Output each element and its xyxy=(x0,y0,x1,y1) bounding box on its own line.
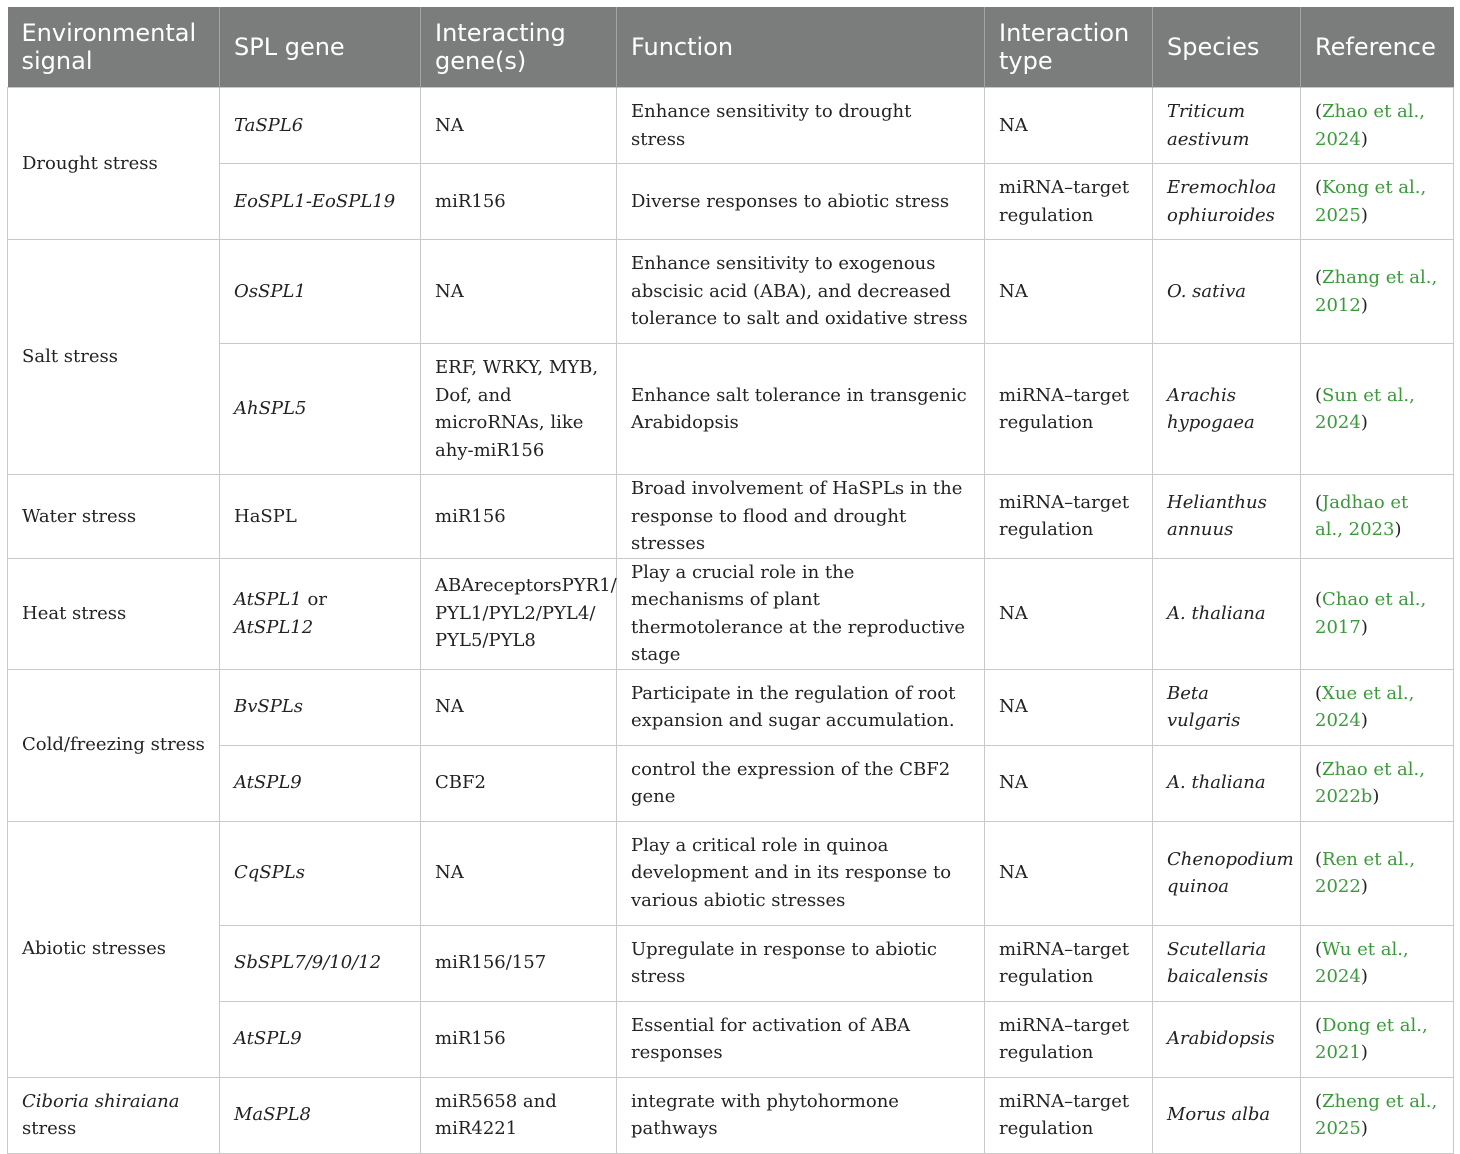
header-environmental-signal: Environmental signal xyxy=(8,7,220,88)
type-cell: NA xyxy=(985,821,1153,925)
spl-gene-cell: HaSPL xyxy=(220,475,421,559)
header-reference: Reference xyxy=(1301,7,1454,88)
species-cell: Morus alba xyxy=(1153,1077,1301,1153)
header-interacting-genes: Interacting gene(s) xyxy=(421,7,617,88)
header-row xyxy=(8,7,1454,88)
header-spl-gene: SPL gene xyxy=(220,7,421,88)
species-cell: Eremochloa ophiuroides xyxy=(1153,164,1301,240)
gene-b: AtSPL12 xyxy=(234,616,314,638)
species-cell: A. thaliana xyxy=(1153,558,1301,669)
type-cell: miRNA–target regulation xyxy=(985,475,1153,559)
env-signal-cell: Heat stress xyxy=(8,558,220,669)
interacting-cell: miR156/157 xyxy=(421,925,617,1001)
paren: ) xyxy=(1360,204,1368,226)
reference-cell xyxy=(1301,1077,1454,1153)
species-cell: Arabidopsis xyxy=(1153,1001,1301,1077)
reference-link[interactable]: Sun et al., 2024 xyxy=(1315,384,1415,433)
env-signal-cell: Salt stress xyxy=(8,240,220,475)
gene-a: AtSPL1 xyxy=(234,589,302,610)
function-cell: Broad involvement of HaSPLs in the response to flood and drought stresses xyxy=(617,475,985,559)
header-interaction-type: Interaction type xyxy=(985,7,1153,88)
reference-link[interactable]: Ren et al., 2022 xyxy=(1315,848,1416,897)
type-cell: miRNA–target regulation xyxy=(985,1077,1153,1153)
paren: ) xyxy=(1360,412,1368,433)
paren: ( xyxy=(1315,848,1323,870)
reference-cell xyxy=(1301,821,1454,925)
spl-gene-cell: MaSPL8 xyxy=(220,1077,421,1153)
function-cell: integrate with phytohormone pathways xyxy=(617,1077,985,1153)
spl-gene-cell xyxy=(220,558,421,669)
table-row xyxy=(8,88,1454,164)
reference-link[interactable]: Zheng et al., 2025 xyxy=(1315,1090,1438,1139)
function-cell: Essential for activation of ABA responses xyxy=(617,1001,985,1077)
paren: ( xyxy=(1315,682,1323,704)
function-cell: Upregulate in response to abiotic stress xyxy=(617,925,985,1001)
spl-gene-cell: TaSPL6 xyxy=(220,88,421,164)
reference-cell xyxy=(1301,1001,1454,1077)
reference-link[interactable]: Zhang et al., 2012 xyxy=(1315,267,1438,316)
spl-gene-cell: CqSPLs xyxy=(220,821,421,925)
paren: ( xyxy=(1315,491,1323,513)
interacting-cell: miR156 xyxy=(421,164,617,240)
gene-or: or xyxy=(307,589,327,610)
reference-cell xyxy=(1301,745,1454,821)
type-cell: NA xyxy=(985,558,1153,669)
table-row xyxy=(8,475,1454,559)
interacting-cell: NA xyxy=(421,88,617,164)
reference-cell xyxy=(1301,164,1454,240)
interacting-cell: NA xyxy=(421,240,617,344)
spl-gene-cell: AtSPL9 xyxy=(220,745,421,821)
species-cell: Triticum aestivum xyxy=(1153,88,1301,164)
function-cell: Play a crucial role in the mechanisms of plant thermotolerance at the reproductive stage xyxy=(617,558,985,669)
paren: ) xyxy=(1372,786,1380,807)
ciboria-stress: stress xyxy=(22,1118,77,1139)
reference-link[interactable]: Kong et al., 2025 xyxy=(1315,177,1427,226)
table-row xyxy=(8,745,1454,821)
reference-cell xyxy=(1301,925,1454,1001)
table-row xyxy=(8,1001,1454,1077)
reference-cell xyxy=(1301,669,1454,745)
species-cell: O. sativa xyxy=(1153,240,1301,344)
spl-gene-cell: BvSPLs xyxy=(220,669,421,745)
env-signal-cell: Drought stress xyxy=(8,88,220,240)
paren: ) xyxy=(1360,1042,1368,1063)
species-cell: Scutellaria baicalensis xyxy=(1153,925,1301,1001)
species-cell: Helianthus annuus xyxy=(1153,475,1301,559)
reference-cell xyxy=(1301,240,1454,344)
function-cell: Participate in the regulation of root expansion and sugar accumulation. xyxy=(617,669,985,745)
interacting-cell: ERF, WRKY, MYB, Dof, and microRNAs, like ahy-miR156 xyxy=(421,344,617,475)
header-function: Function xyxy=(617,7,985,88)
reference-link[interactable]: Jadhao et al., 2023 xyxy=(1315,491,1409,541)
reference-cell xyxy=(1301,475,1454,559)
type-cell: NA xyxy=(985,240,1153,344)
function-cell: Enhance sensitivity to drought stress xyxy=(617,88,985,164)
table-row xyxy=(8,164,1454,240)
function-cell: control the expression of the CBF2 gene xyxy=(617,745,985,821)
table-row xyxy=(8,925,1454,1001)
species-cell: A. thaliana xyxy=(1153,745,1301,821)
table-row xyxy=(8,558,1454,669)
paren: ( xyxy=(1315,589,1323,610)
type-cell: miRNA–target regulation xyxy=(985,164,1153,240)
ciboria-name: Ciboria shiraiana xyxy=(22,1090,180,1112)
paren: ( xyxy=(1315,1090,1323,1112)
paren: ( xyxy=(1315,177,1323,198)
reference-link[interactable]: Dong et al., 2021 xyxy=(1315,1014,1428,1063)
table-row xyxy=(8,669,1454,745)
spl-gene-cell: AtSPL9 xyxy=(220,1001,421,1077)
interacting-cell: NA xyxy=(421,669,617,745)
type-cell: miRNA–target regulation xyxy=(985,925,1153,1001)
reference-link[interactable]: Zhao et al., 2022b xyxy=(1315,758,1425,807)
interacting-cell: CBF2 xyxy=(421,745,617,821)
paren: ) xyxy=(1360,294,1368,316)
reference-cell xyxy=(1301,88,1454,164)
function-cell: Play a critical role in quinoa development and in its response to various abiotic stresses xyxy=(617,821,985,925)
paren: ( xyxy=(1315,267,1323,288)
species-cell: Chenopodium quinoa xyxy=(1153,821,1301,925)
function-cell: Enhance salt tolerance in transgenic Arabidopsis xyxy=(617,344,985,475)
type-cell: NA xyxy=(985,88,1153,164)
spl-gene-cell: EoSPL1-EoSPL19 xyxy=(220,164,421,240)
reference-cell xyxy=(1301,344,1454,475)
species-cell: Arachis hypogaea xyxy=(1153,344,1301,475)
paren: ) xyxy=(1360,128,1368,150)
reference-link[interactable]: Xue et al., 2024 xyxy=(1315,682,1415,731)
function-cell: Diverse responses to abiotic stress xyxy=(617,164,985,240)
spl-gene-cell: AhSPL5 xyxy=(220,344,421,475)
header-species: Species xyxy=(1153,7,1301,88)
table-row xyxy=(8,1077,1454,1153)
env-signal-cell xyxy=(8,1077,220,1153)
paren: ) xyxy=(1360,1118,1368,1139)
env-signal-cell: Abiotic stresses xyxy=(8,821,220,1077)
paren: ( xyxy=(1315,384,1323,406)
paren: ( xyxy=(1315,938,1323,960)
spl-stress-table xyxy=(7,7,1454,1154)
interacting-cell: NA xyxy=(421,821,617,925)
table-row xyxy=(8,240,1454,344)
reference-cell xyxy=(1301,558,1454,669)
paren: ) xyxy=(1360,616,1368,638)
reference-link[interactable]: Zhao et al., 2024 xyxy=(1315,101,1425,150)
table-row xyxy=(8,821,1454,925)
paren: ( xyxy=(1315,758,1323,780)
interacting-cell: miR156 xyxy=(421,1001,617,1077)
table-row xyxy=(8,344,1454,475)
paren: ( xyxy=(1315,101,1323,122)
spl-gene-cell: SbSPL7/9/10/12 xyxy=(220,925,421,1001)
type-cell: miRNA–target regulation xyxy=(985,1001,1153,1077)
paren: ) xyxy=(1360,966,1368,987)
env-signal-cell: Cold/freezing stress xyxy=(8,669,220,821)
reference-link[interactable]: Wu et al., 2024 xyxy=(1315,938,1409,987)
paren: ( xyxy=(1315,1014,1323,1036)
interacting-cell: ABAreceptorsPYR1/ PYL1/PYL2/PYL4/ PYL5/PYL8 xyxy=(421,558,617,669)
species-cell: Beta vulgaris xyxy=(1153,669,1301,745)
paren: ) xyxy=(1360,876,1368,897)
interacting-cell: miR156 xyxy=(421,475,617,559)
type-cell: NA xyxy=(985,669,1153,745)
function-cell: Enhance sensitivity to exogenous abscisic acid (ABA), and decreased tolerance to salt and oxidative stress xyxy=(617,240,985,344)
reference-link[interactable]: Chao et al., 2017 xyxy=(1315,589,1427,638)
spl-gene-cell: OsSPL1 xyxy=(220,240,421,344)
paren: ) xyxy=(1360,710,1368,731)
paren: ) xyxy=(1394,519,1402,541)
type-cell: miRNA–target regulation xyxy=(985,344,1153,475)
env-signal-cell: Water stress xyxy=(8,475,220,559)
type-cell: NA xyxy=(985,745,1153,821)
interacting-cell: miR5658 and miR4221 xyxy=(421,1077,617,1153)
